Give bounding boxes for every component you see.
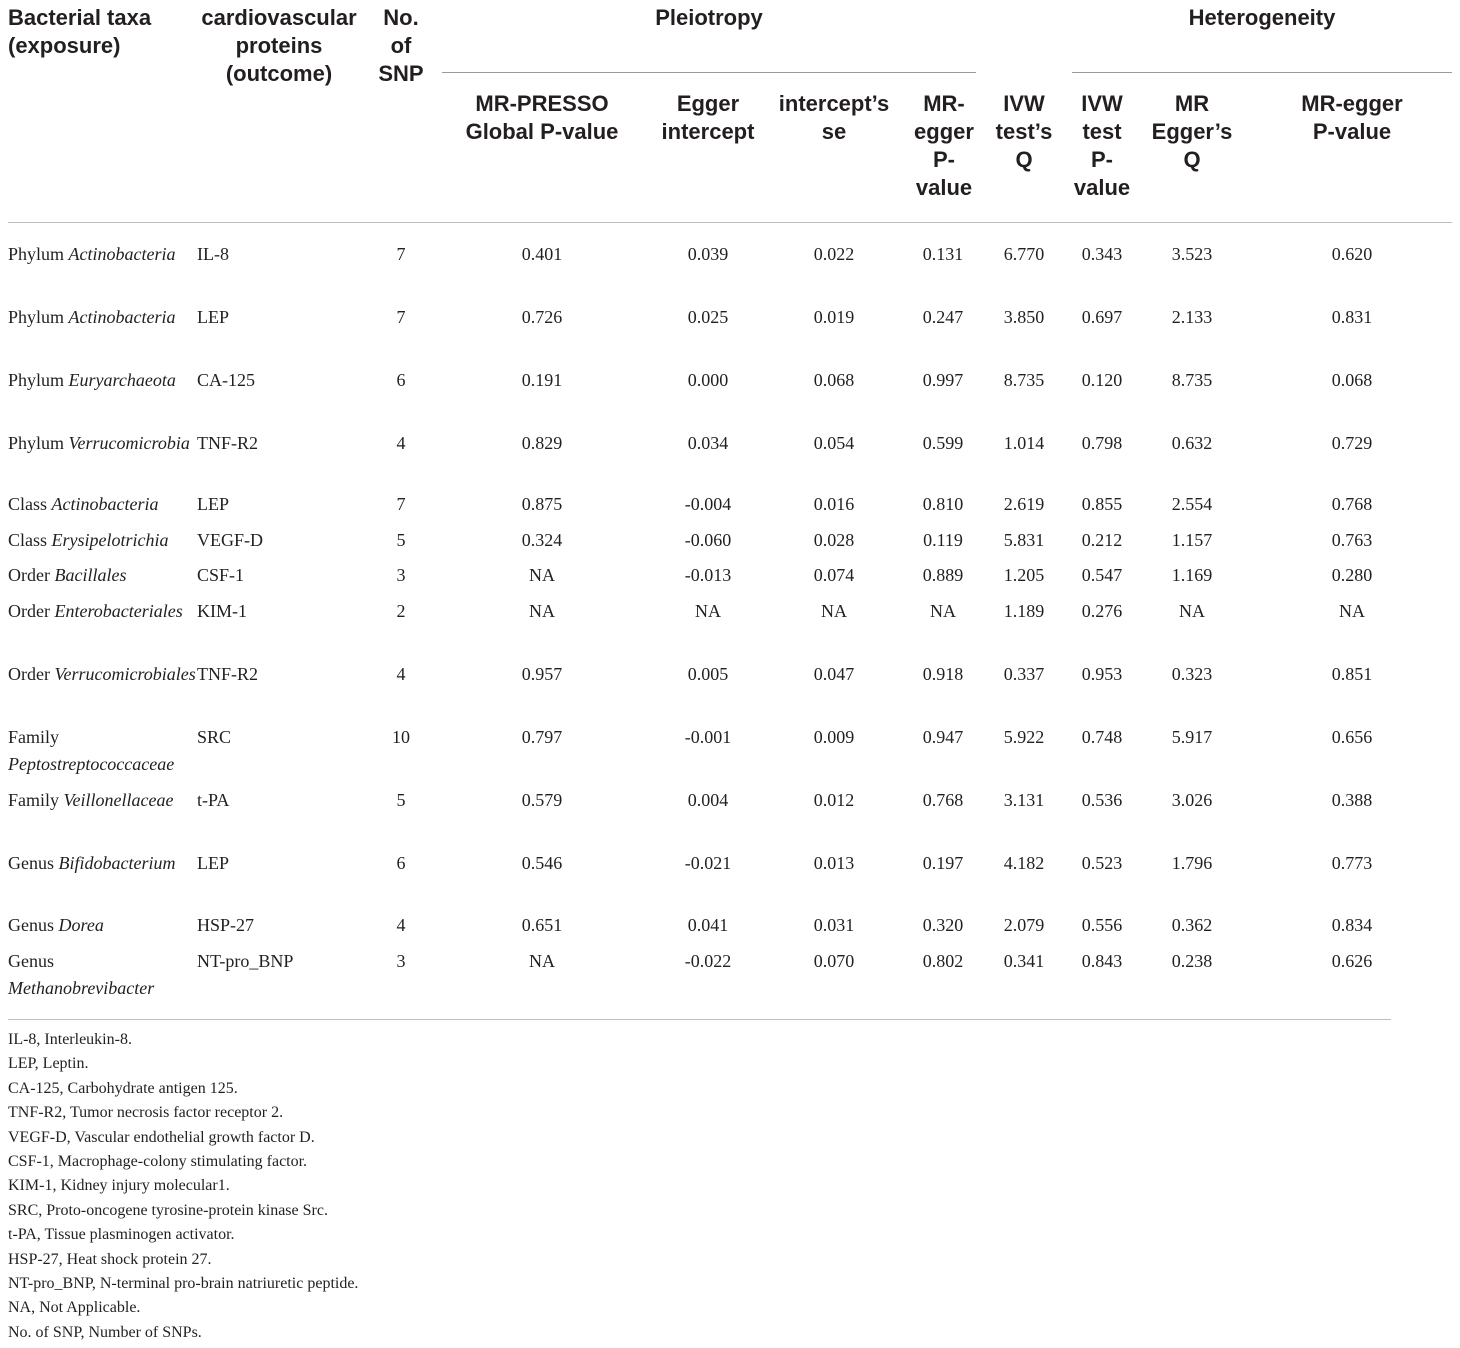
taxa-cell [8,787,196,814]
value-cell-egger-q: 8.735 [1171,370,1213,390]
header-snp-line: SNP [378,61,424,86]
header-mr-egger-p-line: value [915,175,973,200]
taxa-cell [8,241,196,268]
header-taxa-line: (exposure) [8,33,121,58]
value-cell-egger-q: 0.632 [1171,433,1213,453]
taxa-name: Veillonellaceae [63,790,174,810]
value-cell-int-se: NA [821,601,847,621]
taxa-name: Actinobacteria [51,494,159,514]
taxa-rank: Phylum [8,370,69,390]
value-cell-egger-p: 0.197 [922,853,964,873]
value-cell-ivw-q: 0.337 [1003,664,1045,684]
footnote: LEP, Leptin. [8,1055,89,1073]
header-mr-egger-q-line: Q [1183,147,1201,172]
value-cell-egger-int: 0.025 [687,307,729,327]
value-cell-ivw-q: 5.831 [1003,530,1045,550]
footnote: HSP-27, Heat shock protein 27. [8,1250,212,1268]
header-mr-egger-q-line: Egger’s [1151,119,1233,144]
value-cell-egger-q: 2.554 [1171,494,1213,514]
taxa-rank: Order [8,664,55,684]
value-cell-ivw-p: 0.697 [1081,307,1123,327]
value-cell-snp: 5 [396,790,406,810]
footnote: VEGF-D, Vascular endothelial growth factor D. [8,1128,315,1146]
value-cell-egger-pv: 0.620 [1331,244,1373,264]
value-cell-presso: NA [529,601,555,621]
value-cell-egger-p: 0.131 [922,244,964,264]
header-proteins [196,4,362,88]
value-cell-ivw-q: 8.735 [1003,370,1045,390]
value-cell-egger-pv: 0.729 [1331,433,1373,453]
value-cell-egger-pv: 0.626 [1331,951,1373,971]
taxa-cell [8,850,196,877]
value-cell-egger-int: 0.034 [687,433,729,453]
taxa-name: Verrucomicrobia [68,433,190,453]
value-cell-egger-pv: 0.831 [1331,307,1373,327]
pleiotropy-group-rule [442,72,976,73]
value-cell-ivw-p: 0.556 [1081,915,1123,935]
taxa-rank: Family [8,727,60,747]
value-cell-egger-int: -0.004 [684,494,732,514]
value-cell-egger-pv: 0.388 [1331,790,1373,810]
value-cell-ivw-q: 6.770 [1003,244,1045,264]
value-cell-egger-p: 0.320 [922,915,964,935]
header-mr-egger-q [1142,90,1242,174]
value-cell-ivw-p: 0.748 [1081,727,1123,747]
value-cell-ivw-q: 1.014 [1003,433,1045,453]
header-mr-egger-p-line: MR- [923,91,965,116]
header-egger-intercept [642,90,774,146]
value-cell-presso: 0.324 [521,530,563,550]
taxa-rank: Phylum [8,433,69,453]
value-cell-snp: 10 [392,727,410,747]
value-cell-presso: 0.875 [521,494,563,514]
protein-cell: TNF-R2 [197,664,259,684]
value-cell-egger-int: -0.022 [684,951,732,971]
value-cell-egger-q: 1.157 [1171,530,1213,550]
value-cell-egger-int: 0.004 [687,790,729,810]
value-cell-egger-pv: 0.280 [1331,565,1373,585]
protein-cell: CSF-1 [197,565,245,585]
value-cell-presso: 0.797 [521,727,563,747]
value-cell-snp: 6 [396,370,406,390]
header-mr-egger-p [912,90,976,202]
footnote: t-PA, Tissue plasminogen activator. [8,1226,235,1244]
taxa-rank: Genus [8,951,54,971]
header-mr-egger-p-line: P- [933,147,955,172]
value-cell-snp: 4 [396,664,406,684]
value-cell-egger-p: 0.119 [923,530,963,550]
value-cell-egger-int: -0.021 [684,853,732,873]
header-egger-intercept-line: Egger [676,91,740,116]
value-cell-int-se: 0.012 [813,790,855,810]
header-ivw-p-line: value [1073,175,1131,200]
taxa-cell [8,491,196,518]
value-cell-presso: 0.829 [521,433,563,453]
value-cell-egger-pv: 0.834 [1331,915,1373,935]
table-bottom-rule [8,1019,1391,1020]
header-mr-presso-line: MR-PRESSO [475,91,609,116]
footnote: KIM-1, Kidney injury molecular1. [8,1177,230,1195]
header-pleiotropy: Pleiotropy [655,5,763,30]
value-cell-int-se: 0.013 [813,853,855,873]
taxa-name: Euryarchaeota [68,370,176,390]
value-cell-egger-p: 0.599 [922,433,964,453]
taxa-name: Bifidobacterium [58,853,176,873]
value-cell-egger-pv: 0.656 [1331,727,1373,747]
value-cell-egger-q: 0.238 [1171,951,1213,971]
value-cell-egger-pv: 0.773 [1331,853,1373,873]
taxa-name: Erysipelotrichia [51,530,169,550]
value-cell-snp: 3 [396,565,406,585]
value-cell-ivw-q: 3.131 [1003,790,1045,810]
value-cell-snp: 4 [396,433,406,453]
value-cell-egger-q: 0.362 [1171,915,1213,935]
heterogeneity-group-rule [1072,72,1452,73]
value-cell-snp: 5 [396,530,406,550]
footnote: NA, Not Applicable. [8,1299,141,1317]
taxa-cell [8,912,196,939]
protein-cell: TNF-R2 [197,433,259,453]
value-cell-egger-p: 0.918 [922,664,964,684]
value-cell-ivw-q: 5.922 [1003,727,1045,747]
header-snp-line: No. [383,5,419,30]
header-taxa [8,4,198,60]
taxa-rank: Order [8,565,55,585]
header-intercept-se-line: intercept’s [778,91,890,116]
header-ivw-p-line: IVW [1081,91,1123,116]
taxa-name: Peptostreptococcaceae [8,754,175,774]
protein-cell: LEP [197,307,230,327]
protein-cell: IL-8 [197,244,229,264]
header-taxa-line: Bacterial taxa [8,5,152,30]
value-cell-snp: 6 [396,853,406,873]
value-cell-egger-p: 0.768 [922,790,964,810]
value-cell-egger-q: 3.523 [1171,244,1213,264]
value-cell-ivw-q: 3.850 [1003,307,1045,327]
taxa-name: Dorea [58,915,104,935]
value-cell-ivw-p: 0.212 [1081,530,1123,550]
value-cell-egger-q: 3.026 [1171,790,1213,810]
protein-cell: CA-125 [197,370,255,390]
taxa-name: Verrucomicrobiales [54,664,196,684]
footnote: NT-pro_BNP, N-terminal pro-brain natriuretic peptide. [8,1275,359,1292]
value-cell-snp: 7 [396,244,406,264]
value-cell-egger-int: 0.041 [687,915,729,935]
taxa-cell [8,430,196,457]
value-cell-ivw-p: 0.953 [1081,664,1123,684]
taxa-rank: Class [8,494,52,514]
footnote: CA-125, Carbohydrate antigen 125. [8,1079,238,1097]
protein-cell: KIM-1 [197,601,247,621]
value-cell-ivw-q: 1.205 [1003,565,1045,585]
taxa-cell [8,661,196,688]
header-bottom-rule [8,222,1452,223]
value-cell-egger-int: -0.013 [684,565,732,585]
taxa-cell [8,527,196,554]
value-cell-egger-p: 0.889 [922,565,964,585]
protein-cell: t-PA [197,790,230,810]
value-cell-ivw-p: 0.120 [1081,370,1123,390]
taxa-cell [8,724,196,778]
value-cell-int-se: 0.074 [813,565,855,585]
value-cell-ivw-q: 4.182 [1003,853,1045,873]
value-cell-egger-pv: 0.068 [1331,370,1373,390]
value-cell-egger-p: 0.947 [922,727,964,747]
header-egger-intercept-line: intercept [661,119,755,144]
header-heterogeneity: Heterogeneity [1188,5,1336,30]
value-cell-presso: 0.726 [521,307,563,327]
header-mr-egger-pvalue-line: P-value [1312,119,1392,144]
taxa-cell [8,304,196,331]
header-mr-presso-line: Global P-value [465,119,619,144]
protein-cell: HSP-27 [197,915,255,935]
value-cell-egger-p: 0.802 [922,951,964,971]
header-mr-egger-p-line: egger [914,119,974,144]
value-cell-presso: 0.957 [521,664,563,684]
value-cell-egger-pv: NA [1339,601,1365,621]
value-cell-egger-int: -0.060 [684,530,732,550]
value-cell-ivw-q: 0.341 [1003,951,1045,971]
value-cell-snp: 7 [396,307,406,327]
value-cell-egger-q: 0.323 [1171,664,1213,684]
protein-cell: LEP [197,494,230,514]
value-cell-ivw-p: 0.276 [1081,601,1123,621]
value-cell-snp: 4 [396,915,406,935]
protein-cell: VEGF-D [197,530,263,550]
value-cell-presso: 0.546 [521,853,563,873]
header-ivw-p [1066,90,1138,202]
taxa-name: Bacillales [54,565,127,585]
header-proteins-line: cardiovascular [201,5,357,30]
value-cell-egger-int: 0.005 [687,664,729,684]
value-cell-egger-p: 0.247 [922,307,964,327]
value-cell-int-se: 0.031 [813,915,855,935]
taxa-rank: Family [8,790,64,810]
value-cell-int-se: 0.022 [813,244,855,264]
value-cell-egger-int: -0.001 [684,727,732,747]
value-cell-ivw-q: 2.079 [1003,915,1045,935]
value-cell-presso: 0.191 [521,370,563,390]
value-cell-ivw-p: 0.855 [1081,494,1123,514]
value-cell-egger-p: 0.997 [922,370,964,390]
footnote: No. of SNP, Number of SNPs. [8,1323,202,1341]
value-cell-snp: 7 [396,494,406,514]
value-cell-ivw-p: 0.343 [1081,244,1123,264]
header-mr-presso [442,90,642,146]
header-ivw-q-line: test’s [995,119,1053,144]
value-cell-egger-int: NA [695,601,721,621]
value-cell-egger-q: 1.796 [1171,853,1213,873]
taxa-name: Actinobacteria [68,244,176,264]
value-cell-int-se: 0.009 [813,727,855,747]
value-cell-int-se: 0.016 [813,494,855,514]
value-cell-egger-p: 0.810 [922,494,964,514]
value-cell-snp: 3 [396,951,406,971]
header-ivw-p-line: test [1082,119,1122,144]
value-cell-ivw-q: 2.619 [1003,494,1045,514]
taxa-name: Methanobrevibacter [8,978,155,998]
value-cell-presso: 0.579 [521,790,563,810]
value-cell-egger-q: 1.169 [1171,565,1213,585]
value-cell-ivw-p: 0.536 [1081,790,1123,810]
header-proteins-line: proteins [235,33,323,58]
footnote: SRC, Proto-oncogene tyrosine-protein kinase Src. [8,1201,328,1219]
value-cell-egger-q: NA [1179,601,1205,621]
value-cell-presso: NA [529,951,555,971]
taxa-rank: Order [8,601,55,621]
header-proteins-line: (outcome) [225,61,333,86]
value-cell-int-se: 0.047 [813,664,855,684]
protein-cell: LEP [197,853,230,873]
value-cell-egger-pv: 0.768 [1331,494,1373,514]
header-ivw-q [988,90,1060,174]
taxa-rank: Genus [8,853,59,873]
taxa-rank: Genus [8,915,59,935]
taxa-name: Enterobacteriales [54,601,183,621]
taxa-cell [8,598,196,625]
value-cell-egger-pv: 0.763 [1331,530,1373,550]
value-cell-egger-q: 5.917 [1171,727,1213,747]
taxa-cell [8,948,196,1002]
taxa-rank: Class [8,530,52,550]
value-cell-egger-int: 0.000 [687,370,729,390]
header-mr-egger-pvalue [1262,90,1442,146]
footnote: IL-8, Interleukin-8. [8,1031,132,1048]
protein-cell: NT-pro_BNP [197,951,294,971]
taxa-rank: Phylum [8,307,69,327]
header-intercept-se-line: se [821,119,847,144]
value-cell-egger-int: 0.039 [687,244,729,264]
value-cell-ivw-p: 0.547 [1081,565,1123,585]
header-ivw-p-line: P- [1091,147,1113,172]
protein-cell: SRC [197,727,232,747]
value-cell-snp: 2 [396,601,406,621]
value-cell-int-se: 0.028 [813,530,855,550]
header-snp-line: of [390,33,412,58]
value-cell-presso: NA [529,565,555,585]
header-intercept-se [774,90,894,146]
value-cell-egger-pv: 0.851 [1331,664,1373,684]
taxa-rank: Phylum [8,244,69,264]
taxa-cell [8,367,196,394]
value-cell-ivw-p: 0.523 [1081,853,1123,873]
header-ivw-q-line: Q [1015,147,1033,172]
footnote: TNF-R2, Tumor necrosis factor receptor 2. [8,1104,284,1122]
value-cell-ivw-q: 1.189 [1003,601,1045,621]
value-cell-presso: 0.651 [521,915,563,935]
taxa-cell [8,562,196,589]
value-cell-int-se: 0.068 [813,370,855,390]
taxa-name: Actinobacteria [68,307,176,327]
value-cell-egger-p: NA [930,601,956,621]
value-cell-ivw-p: 0.843 [1081,951,1123,971]
value-cell-egger-q: 2.133 [1171,307,1213,327]
value-cell-int-se: 0.054 [813,433,855,453]
header-mr-egger-q-line: MR [1174,91,1210,116]
value-cell-int-se: 0.070 [813,951,855,971]
value-cell-ivw-p: 0.798 [1081,433,1123,453]
footnote: CSF-1, Macrophage-colony stimulating factor. [8,1153,308,1170]
header-ivw-q-line: IVW [1003,91,1045,116]
header-mr-egger-pvalue-line: MR-egger [1301,91,1403,116]
header-snp [362,4,440,88]
value-cell-int-se: 0.019 [813,307,855,327]
value-cell-presso: 0.401 [521,244,563,264]
